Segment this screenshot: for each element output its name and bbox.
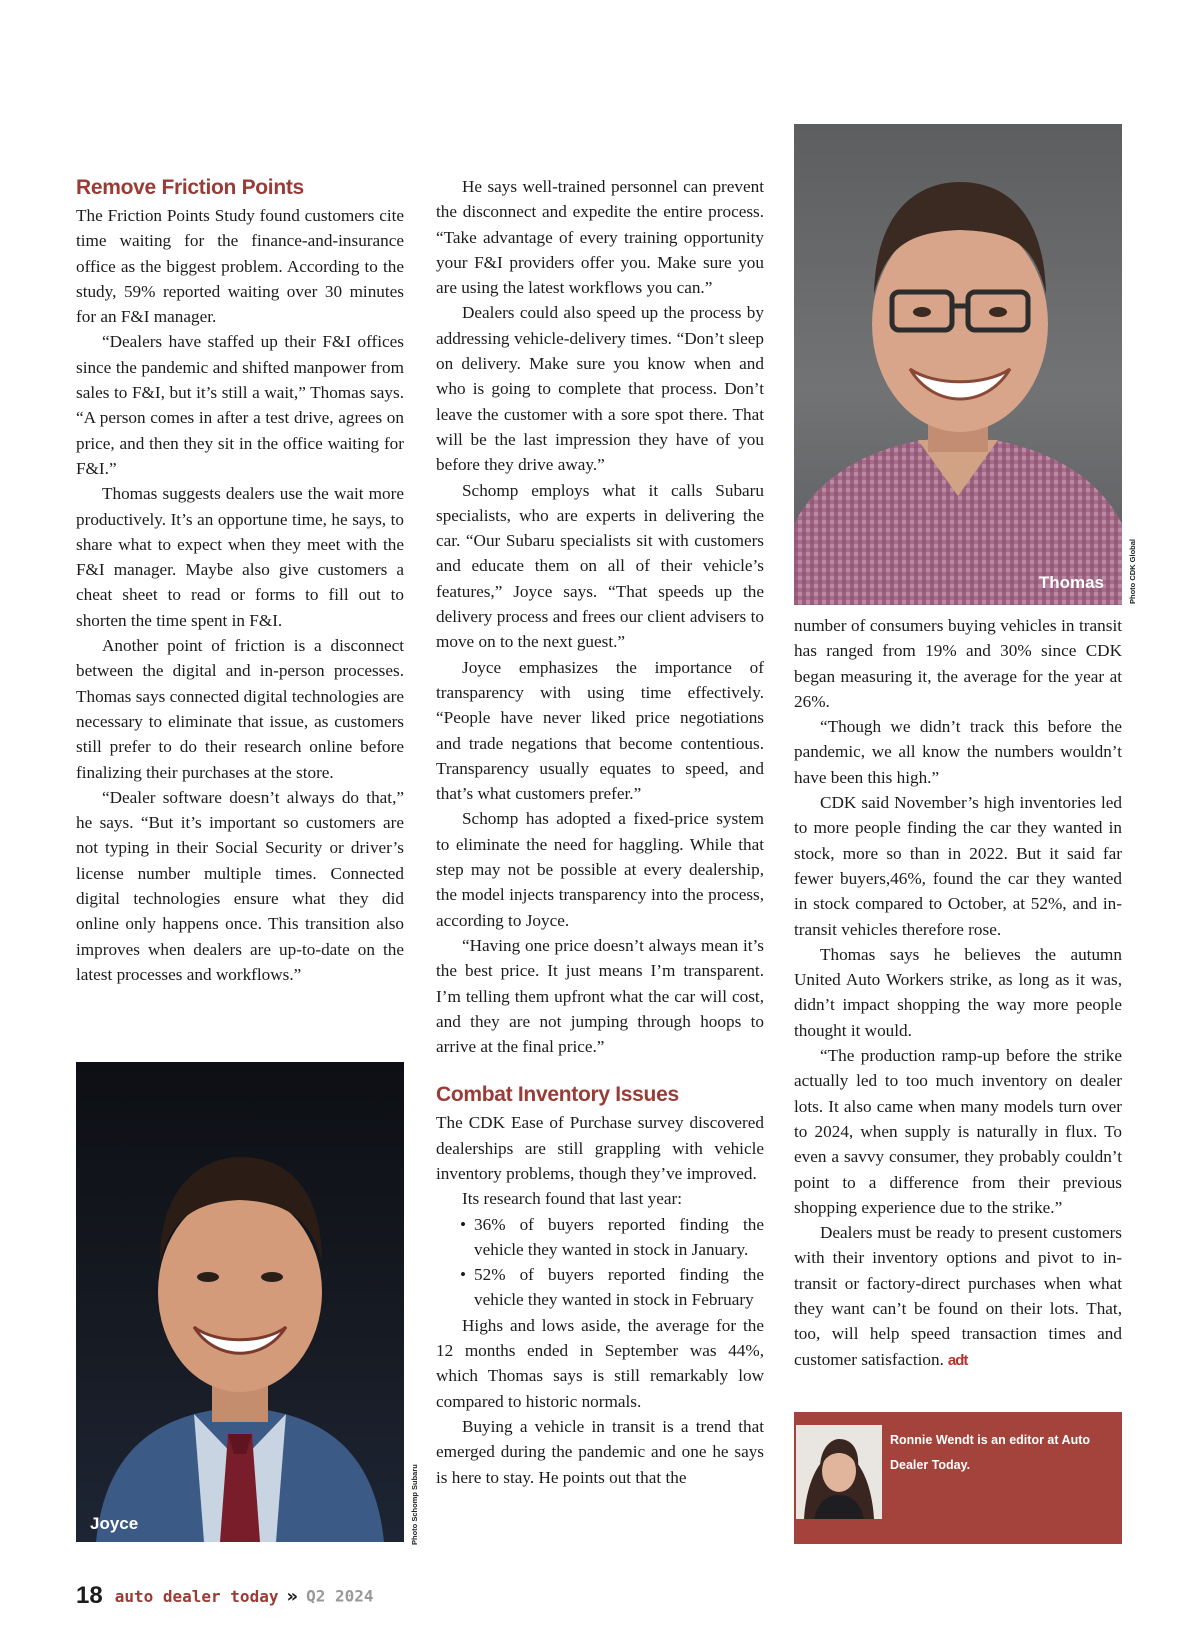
issue-label: Q2 2024: [306, 1586, 374, 1606]
photo-caption: Joyce: [90, 1514, 139, 1533]
body-paragraph: Thomas suggests dealers use the wait more productively. It’s an opportune time, he says, to share what to expect when they meet with the F&I manager. Maybe also give customers a cheat sheet to read or forms to fill out to shorten the time spent in F&I.: [76, 484, 404, 630]
joyce-portrait-image: [76, 1062, 404, 1542]
page-footer: [76, 1582, 374, 1612]
page-number: 18: [76, 1582, 103, 1609]
body-paragraph: Its research found that last year:: [462, 1189, 683, 1209]
body-paragraph: He says well-trained personnel can prevent the disconnect and expedite the entire process. “Take advantage of every training opportunity your F&I providers offer you. Make sure you are using the latest workflows you can.”: [436, 177, 764, 298]
body-paragraph: Another point of friction is a disconnect between the digital and in-person processes. Thomas says connected digital technologies are necessary to eliminate that issue, as customers still prefer to do their research online before finalizing their purchases at the store.: [76, 636, 404, 782]
body-paragraph: The Friction Points Study found customers cite time waiting for the finance-and-insurance office as the biggest problem. According to the study, 59% reported waiting over 30 minutes for an F&I manager.: [76, 206, 404, 327]
body-paragraph: [794, 1220, 1122, 1373]
body-paragraph: Schomp employs what it calls Subaru specialists, who are experts in delivering the car. “Our Subaru specialists sit with customers and educate them on all of their vehicle’s features,” Joyce says. “That speeds up the delivery process and frees our client advisers to move on to the next guest.”: [436, 480, 764, 652]
body-paragraph: “Dealer software doesn’t always do that,” he says. “But it’s important so customers are not typing in their Social Security or driver’s license number multiple times. Connected digital technologies ensure what they did online only happens once. This transition also improves when dealers are up-to-date on the latest processes and workflows.”: [76, 787, 404, 984]
body-paragraph: CDK said November’s high inventories led to more people finding the car they wanted in stock, more so than in 2022. But it said far fewer buyers,46%, found the car they wanted in stock compared to October, at 52%, and in-transit vehicles therefore rose.: [794, 793, 1122, 939]
photo-credit: Photo Schomp Subaru: [410, 1464, 419, 1545]
bullet-list: [436, 1212, 764, 1313]
author-bio-box: [794, 1412, 1122, 1544]
body-paragraph: “The production ramp-up before the strike actually led to too much inventory on dealer lots. It also came when many models turn over to 2024, when supply is naturally in flux. To even a savvy consumer, they probably couldn’t point to a difference from their previous shopping experience due to the strike.”: [794, 1046, 1122, 1217]
author-bio-text: Ronnie Wendt is an editor at Auto Dealer Today.: [890, 1433, 1090, 1472]
section-heading: Remove Friction Points: [76, 176, 304, 199]
body-paragraph: Highs and lows aside, the average for the 12 months ended in September was 44%, which Thomas says is still remarkably low compared to historic normals.: [436, 1315, 764, 1411]
article-column-1: [76, 174, 404, 987]
photo-caption: Thomas: [1038, 573, 1104, 592]
body-paragraph: The CDK Ease of Purchase survey discovered dealerships are still grappling with vehicle inventory problems, though they’ve improved.: [436, 1113, 764, 1183]
body-paragraph: Buying a vehicle in transit is a trend that emerged during the pandemic and one he says is here to stay. He points out that the: [436, 1416, 764, 1487]
body-paragraph: Dealers could also speed up the process by addressing vehicle-delivery times. “Don’t sleep on delivery. Make sure you know when and who is going to complete that process. Don’t leave the customer with a sore spot there. That will be the last impression they have of you before they drive away.”: [436, 303, 764, 475]
publication-name: auto dealer today: [114, 1586, 279, 1606]
body-paragraph: Joyce emphasizes the importance of transparency with using time effectively. “People have never liked price negotiations and trade negations that become contentious. Transparency usually equates to speed, and that’s what customers prefer.”: [436, 657, 764, 804]
article-column-2: [436, 174, 764, 1490]
final-paragraph-text: Dealers must be ready to present customers with their inventory options and pivot to in-transit or factory-direct purchases when what they want can’t be found on their lots. That, too, will help speed transaction times and customer satisfaction.: [794, 1223, 1122, 1369]
author-photo: [796, 1425, 882, 1519]
list-item: • 36% of buyers reported finding the vehicle they wanted in stock in January.: [460, 1212, 764, 1263]
body-paragraph: number of consumers buying vehicles in transit has ranged from 19% and 30% since CDK began measuring it, the average for the year at 26%.: [794, 616, 1122, 711]
author-portrait-image: [796, 1425, 882, 1519]
joyce-photo: [76, 1062, 404, 1542]
body-paragraph: “Having one price doesn’t always mean it’s the best price. It just means I’m transparent. I’m telling them upfront what the car will cost, and they are not jumping through hoops to arrive at the final price.”: [436, 935, 764, 1057]
body-paragraph: “Though we didn’t track this before the pandemic, we all know the numbers wouldn’t have been this high.”: [794, 717, 1122, 787]
article-column-3: [794, 613, 1122, 1373]
end-mark-dt: dt: [955, 1351, 968, 1369]
body-paragraph: “Dealers have staffed up their F&I offices since the pandemic and shifted manpower from sales to F&I, but it’s still a wait,” Thomas says. “A person comes in after a test drive, agrees on price, and then they sit in the office waiting for F&I.”: [76, 332, 404, 478]
body-paragraph: Thomas says he believes the autumn United Auto Workers strike, as long as it was, didn’t impact shopping the way more people thought it would.: [794, 944, 1122, 1040]
section-heading: Combat Inventory Issues: [436, 1083, 679, 1107]
thomas-photo: [794, 124, 1122, 605]
double-chevron-right-icon: »: [286, 1585, 299, 1607]
photo-credit: Photo CDK Global: [1128, 539, 1137, 604]
end-mark-a: a: [947, 1351, 956, 1369]
list-item: • 52% of buyers reported finding the vehicle they wanted in stock in February: [460, 1262, 764, 1313]
end-mark-logo: [948, 1352, 968, 1369]
thomas-portrait-image: [794, 124, 1122, 605]
body-paragraph: Schomp has adopted a fixed-price system to eliminate the need for haggling. While that step may not be possible at every dealership, the model injects transparency into the process, according to Joyce.: [436, 809, 764, 930]
